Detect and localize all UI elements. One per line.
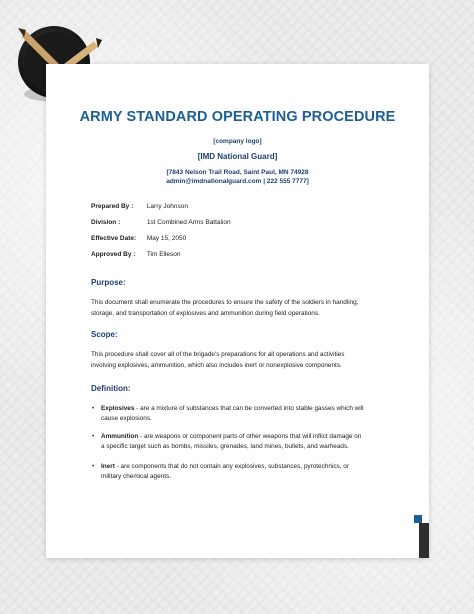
info-label: Effective Date: <box>91 235 137 242</box>
definition-item <box>91 432 391 452</box>
definition-heading: Definition: <box>91 384 131 393</box>
definition-text: cause explosions. <box>101 415 152 423</box>
definition-text: - are weapons or component parts of other weapons that will inflict damage on <box>138 433 362 440</box>
scope-text <box>91 350 391 371</box>
document-page <box>46 64 429 558</box>
purpose-text <box>91 298 391 319</box>
organization-address: [7843 Nelson Trail Road, Saint Paul, MN 74928 <box>166 169 309 176</box>
document-title: ARMY STANDARD OPERATING PROCEDURE <box>79 109 396 125</box>
scope-line: involving explosives, ammunition, which also includes inert or nonexplosive components. <box>91 361 342 369</box>
bullet-icon: • <box>92 463 95 470</box>
info-effective-date <box>91 235 186 242</box>
info-label: Prepared By : <box>91 203 134 210</box>
info-value: May 15, 2050 <box>146 235 187 242</box>
definition-text: military chemical agents. <box>101 473 171 481</box>
scope-line: This procedure shall cover all of the brigade's preparations for all operations and activities <box>91 351 345 358</box>
bullet-icon: • <box>92 433 95 440</box>
info-value: Tim Elleson <box>146 251 181 258</box>
definition-item <box>91 462 391 482</box>
info-division <box>91 219 231 226</box>
info-label: Approved By : <box>91 251 136 258</box>
purpose-line: This document shall enumerate the procedures to ensure the safety of the soldiers in handling, <box>91 299 359 306</box>
definition-term: Ammunition <box>101 433 139 440</box>
definition-item <box>91 404 391 424</box>
organization-name: [IMD National Guard] <box>197 152 278 161</box>
company-logo-placeholder: [company logo] <box>213 138 262 145</box>
definition-text: - are a mixture of substances that can be converted into stable gasses which will <box>134 405 364 412</box>
organization-contact: admin@imdnationalguard.com | 222 555 7777] <box>166 178 309 185</box>
definition-text: - are components that do not contain any explosives, substances, pyrotechnics, or <box>114 463 349 470</box>
accent-bar <box>419 523 429 558</box>
info-label: Division : <box>91 219 121 226</box>
info-prepared-by <box>91 203 188 210</box>
definition-text: a specific target such as bombs, missiles, grenades, land mines, bullets, and warheads. <box>101 443 349 451</box>
bullet-icon: • <box>92 405 95 412</box>
definition-term: Inert <box>101 463 115 470</box>
info-value: 1st Combined Arms Battalion <box>146 219 231 226</box>
accent-square <box>414 515 422 523</box>
purpose-heading: Purpose: <box>91 278 126 287</box>
definition-term: Explosives <box>101 405 135 412</box>
info-approved-by <box>91 251 181 258</box>
scope-heading: Scope: <box>91 330 118 339</box>
purpose-line: storage, and transportation of explosives and ammunition during field operations. <box>91 309 320 317</box>
info-value: Larry Johnson <box>146 203 189 210</box>
